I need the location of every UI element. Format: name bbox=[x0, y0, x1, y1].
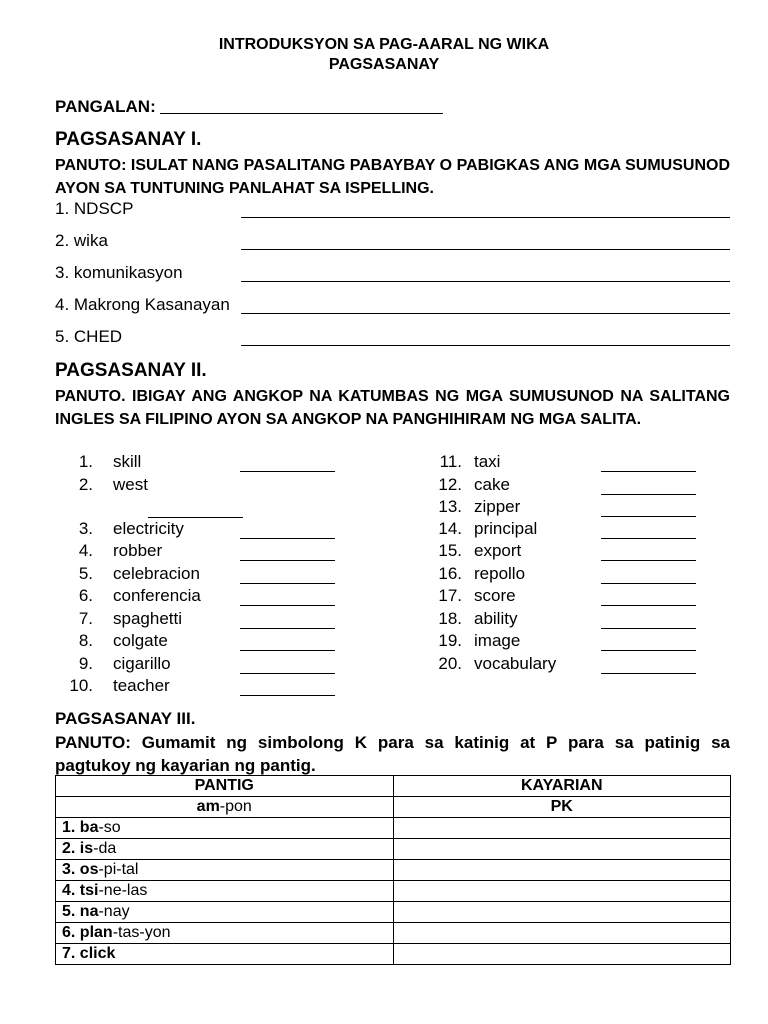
answer-line-3[interactable] bbox=[241, 281, 730, 282]
answer-blank[interactable] bbox=[601, 471, 696, 472]
answer-blank[interactable] bbox=[601, 494, 696, 495]
section1-heading: PAGSASANAY I. bbox=[55, 129, 202, 150]
list-item-number: 15. bbox=[438, 541, 462, 560]
pantig-cell: 7. click bbox=[56, 944, 394, 965]
pantig-cell: 5. na-nay bbox=[56, 902, 394, 923]
list-item-number: 5. bbox=[78, 564, 93, 583]
kayarian-answer-cell[interactable] bbox=[393, 881, 731, 902]
answer-line-4[interactable] bbox=[241, 313, 730, 314]
list-item-word: ability bbox=[474, 609, 518, 628]
name-label: PANGALAN: bbox=[55, 97, 156, 116]
list-item-number: 17. bbox=[438, 586, 462, 605]
pantig-cell: 2. is-da bbox=[56, 839, 394, 860]
example-kayarian: PK bbox=[393, 797, 731, 818]
pantig-cell: 1. ba-so bbox=[56, 818, 394, 839]
list-item-number: 4. bbox=[78, 541, 93, 560]
section2-heading: PAGSASANAY II. bbox=[55, 360, 207, 381]
list-item-word: score bbox=[474, 586, 516, 605]
list-item-number: 13. bbox=[438, 497, 462, 516]
list-item-word: spaghetti bbox=[113, 609, 182, 628]
list-item-word: conferencia bbox=[113, 586, 201, 605]
pantig-cell: 4. tsi-ne-las bbox=[56, 881, 394, 902]
answer-blank[interactable] bbox=[240, 695, 335, 696]
list-item-number: 8. bbox=[78, 631, 93, 650]
answer-line-1[interactable] bbox=[241, 217, 730, 218]
list-item-number: 3. bbox=[78, 519, 93, 538]
section3-instruction: PANUTO: Gumamit ng simbolong K para sa katinig at P para sa patinig sa pagtukoy ng kayarian ng pantig. bbox=[55, 733, 730, 775]
list-item-number: 19. bbox=[438, 631, 462, 650]
list-item-number: 18. bbox=[438, 609, 462, 628]
answer-blank[interactable] bbox=[240, 605, 335, 606]
section1-item-1: 1. NDSCP bbox=[55, 199, 134, 218]
answer-blank[interactable] bbox=[240, 650, 335, 651]
list-item-number: 11. bbox=[439, 452, 462, 471]
list-item-number: 7. bbox=[78, 609, 93, 628]
list-item-number: 20. bbox=[438, 654, 462, 673]
answer-blank[interactable] bbox=[240, 471, 335, 472]
kayarian-answer-cell[interactable] bbox=[393, 860, 731, 881]
list-item-word: electricity bbox=[113, 519, 184, 538]
list-item-number: 10. bbox=[69, 676, 93, 695]
table-row bbox=[56, 839, 731, 860]
list-item-number: 9. bbox=[78, 654, 93, 673]
list-item-word: image bbox=[474, 631, 521, 650]
answer-line-5[interactable] bbox=[241, 345, 730, 346]
answer-blank[interactable] bbox=[601, 628, 696, 629]
list-item-word: vocabulary bbox=[474, 654, 557, 673]
section1-item-5: 5. CHED bbox=[55, 327, 123, 346]
answer-blank[interactable] bbox=[601, 673, 696, 674]
table-row bbox=[56, 944, 731, 965]
list-item-word: robber bbox=[113, 541, 163, 560]
section1-item-2: 2. wika bbox=[55, 231, 108, 250]
list-item-word: repollo bbox=[474, 564, 526, 583]
table-row bbox=[56, 881, 731, 902]
list-item-number: 14. bbox=[438, 519, 462, 538]
table-row bbox=[56, 902, 731, 923]
name-input-line[interactable] bbox=[160, 113, 443, 114]
table-row bbox=[56, 818, 731, 839]
answer-blank[interactable] bbox=[240, 628, 335, 629]
kayarian-answer-cell[interactable] bbox=[393, 923, 731, 944]
list-item-word: zipper bbox=[474, 497, 521, 516]
answer-line-2[interactable] bbox=[241, 249, 730, 250]
answer-blank[interactable] bbox=[601, 516, 696, 517]
list-item-word: export bbox=[474, 541, 522, 560]
answer-blank[interactable] bbox=[601, 560, 696, 561]
list-item-word: cake bbox=[474, 475, 510, 494]
kayarian-answer-cell[interactable] bbox=[393, 902, 731, 923]
table-row bbox=[56, 860, 731, 881]
kayarian-table bbox=[55, 775, 731, 965]
list-item-word: west bbox=[113, 475, 148, 494]
list-item-word: taxi bbox=[474, 452, 501, 471]
list-item-number: 16. bbox=[438, 564, 462, 583]
section2-instruction: PANUTO. IBIGAY ANG ANGKOP NA KATUMBAS NG MGA SUMUSUNOD NA SALITANG INGLES SA FILIPINO AYON SA ANGKOP NA PANGHIHIRAM NG MGA SALITA. bbox=[55, 388, 730, 428]
section1-item-4: 4. Makrong Kasanayan bbox=[55, 295, 230, 314]
list-item-number: 2. bbox=[78, 475, 93, 494]
answer-blank[interactable] bbox=[601, 605, 696, 606]
example-pantig: am-pon bbox=[56, 797, 394, 818]
answer-blank[interactable] bbox=[240, 538, 335, 539]
section1-item-3: 3. komunikasyon bbox=[55, 263, 183, 282]
answer-blank[interactable] bbox=[601, 538, 696, 539]
section1-instruction: PANUTO: ISULAT NANG PASALITANG PABAYBAY O PABIGKAS ANG MGA SUMUSUNOD AYON SA TUNTUNING PANLAHAT SA ISPELLING. bbox=[55, 157, 730, 197]
header-pantig: PANTIG bbox=[56, 776, 394, 797]
answer-blank[interactable] bbox=[240, 560, 335, 561]
header-kayarian: KAYARIAN bbox=[393, 776, 731, 797]
list-item-number: 6. bbox=[78, 586, 93, 605]
page-title: INTRODUKSYON SA PAG-AARAL NG WIKA bbox=[218, 36, 550, 53]
table-row bbox=[56, 923, 731, 944]
section3-heading: PAGSASANAY III. bbox=[55, 709, 196, 728]
pantig-cell: 6. plan-tas-yon bbox=[56, 923, 394, 944]
answer-blank[interactable] bbox=[148, 517, 243, 518]
list-item-word: teacher bbox=[113, 676, 170, 695]
list-item-word: principal bbox=[474, 519, 538, 538]
kayarian-answer-cell[interactable] bbox=[393, 839, 731, 860]
answer-blank[interactable] bbox=[601, 650, 696, 651]
table-example-row bbox=[56, 797, 731, 818]
list-item-number: 1. bbox=[78, 452, 93, 471]
page-subtitle: PAGSASANAY bbox=[328, 56, 440, 73]
kayarian-answer-cell[interactable] bbox=[393, 818, 731, 839]
list-item-word: cigarillo bbox=[113, 654, 171, 673]
list-item-word: colgate bbox=[113, 631, 168, 650]
answer-blank[interactable] bbox=[240, 583, 335, 584]
list-item-word: celebracion bbox=[113, 564, 200, 583]
answer-blank[interactable] bbox=[601, 583, 696, 584]
answer-blank[interactable] bbox=[240, 673, 335, 674]
pantig-cell: 3. os-pi-tal bbox=[56, 860, 394, 881]
table-header-row bbox=[56, 776, 731, 797]
list-item-word: skill bbox=[113, 452, 142, 471]
list-item-number: 12. bbox=[438, 475, 462, 494]
kayarian-answer-cell[interactable] bbox=[393, 944, 731, 965]
